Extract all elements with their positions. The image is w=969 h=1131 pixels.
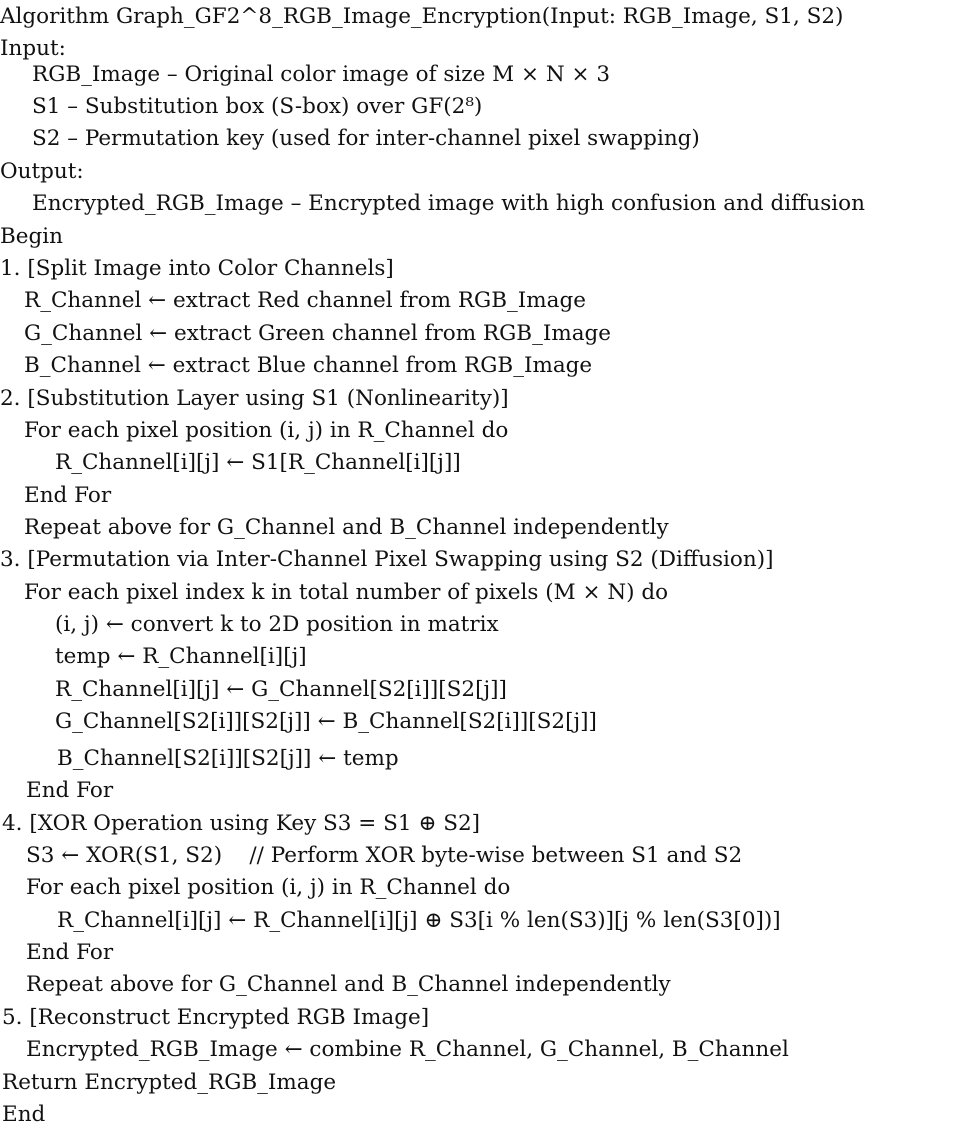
step-3-line: (i, j) ← convert k to 2D position in matrix [55, 612, 499, 637]
step-3-line: End For [26, 778, 114, 803]
step-1-line: R_Channel ← extract Red channel from RGB_Image [24, 288, 586, 313]
step-2-line: For each pixel position (i, j) in R_Channel do [24, 418, 509, 443]
step-2-line: R_Channel[i][j] ← S1[R_Channel[i][j]] [55, 450, 461, 475]
step-1-title: 1. [Split Image into Color Channels] [0, 256, 394, 281]
end-keyword: End [2, 1102, 46, 1127]
step-1-line: B_Channel ← extract Blue channel from RGB_Image [24, 353, 593, 378]
step-3-title: 3. [Permutation via Inter-Channel Pixel Swapping using S2 (Diffusion)] [0, 547, 774, 572]
step-3-line: R_Channel[i][j] ← G_Channel[S2[i]][S2[j]] [55, 677, 507, 702]
step-1-line: G_Channel ← extract Green channel from RGB_Image [24, 321, 612, 346]
input-rgb-image: RGB_Image – Original color image of size M × N × 3 [32, 62, 611, 87]
output-encrypted-image: Encrypted_RGB_Image – Encrypted image with high confusion and diffusion [32, 191, 865, 216]
begin-keyword: Begin [0, 224, 64, 249]
input-s2: S2 – Permutation key (used for inter-channel pixel swapping) [32, 126, 700, 151]
step-4-line: R_Channel[i][j] ← R_Channel[i][j] ⊕ S3[i % len(S3)][j % len(S3[0])] [57, 908, 781, 933]
step-5-title: 5. [Reconstruct Encrypted RGB Image] [2, 1005, 430, 1030]
step-2-line: Repeat above for G_Channel and B_Channel independently [24, 515, 669, 540]
step-5-line: Encrypted_RGB_Image ← combine R_Channel, G_Channel, B_Channel [26, 1037, 789, 1062]
step-3-line: G_Channel[S2[i]][S2[j]] ← B_Channel[S2[i]][S2[j]] [55, 709, 597, 734]
step-3-line: temp ← R_Channel[i][j] [55, 644, 307, 669]
step-4-line: S3 ← XOR(S1, S2) // Perform XOR byte-wise between S1 and S2 [26, 843, 743, 868]
input-label: Input: [0, 36, 66, 61]
step-4-line: Repeat above for G_Channel and B_Channel independently [26, 972, 671, 997]
step-2-title: 2. [Substitution Layer using S1 (Nonlinearity)] [0, 386, 509, 411]
step-4-line: For each pixel position (i, j) in R_Channel do [26, 875, 511, 900]
step-4-title: 4. [XOR Operation using Key S3 = S1 ⊕ S2] [2, 811, 481, 836]
input-s1: S1 – Substitution box (S-box) over GF(2⁸) [32, 94, 483, 119]
algorithm-header: Algorithm Graph_GF2^8_RGB_Image_Encryption(Input: RGB_Image, S1, S2) [0, 4, 844, 29]
step-4-line: End For [26, 940, 114, 965]
return-statement: Return Encrypted_RGB_Image [2, 1070, 337, 1095]
step-2-line: End For [24, 483, 112, 508]
step-3-line: For each pixel index k in total number of pixels (M × N) do [24, 580, 669, 605]
step-3-line: B_Channel[S2[i]][S2[j]] ← temp [57, 746, 399, 771]
output-label: Output: [0, 159, 84, 184]
